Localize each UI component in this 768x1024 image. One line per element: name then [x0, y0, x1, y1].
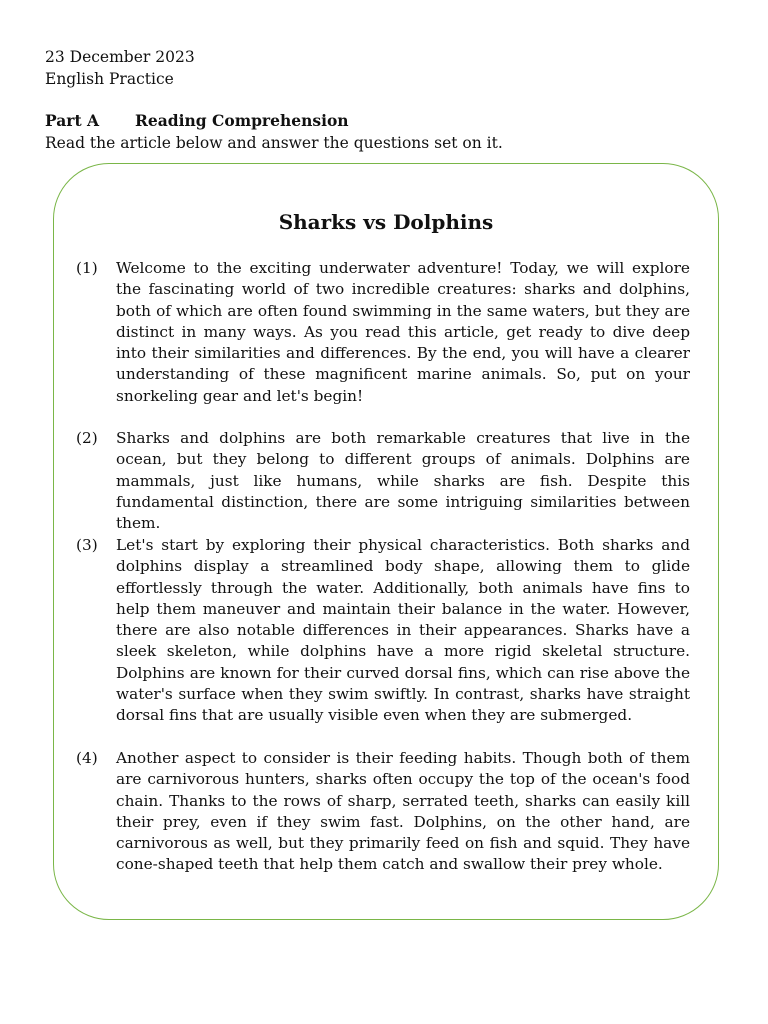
paragraph-text: Another aspect to consider is their feeding habits. Though both of them are carnivorous hunters, sharks often occupy the top of the ocean's food chain. Thanks to the rows of sharp, serrated teeth, sharks can easily kill their prey, even if they swim fast. Dolphins, on the other hand, are carnivorous as well, but they primarily feed on fish and squid. They have cone-shaped teeth that help them catch and swallow their prey whole. [116, 749, 690, 874]
document-header [45, 46, 195, 90]
article-title: Sharks vs Dolphins [278, 210, 494, 234]
document-date: 23 December 2023 [45, 48, 195, 66]
part-label: Part A [45, 111, 100, 130]
article-paragraph [76, 258, 690, 407]
paragraph-number: (4) [76, 749, 98, 767]
paragraph-number: (1) [76, 259, 98, 277]
article-paragraph [76, 428, 690, 534]
paragraph-number: (3) [76, 536, 98, 554]
section-heading [45, 110, 349, 132]
section-instruction: Read the article below and answer the questions set on it. [45, 134, 503, 152]
paragraph-text: Let's start by exploring their physical characteristics. Both sharks and dolphins display a streamlined body shape, allowing them to glide effortlessly through the water. Additionally, both animals have fins to help them maneuver and maintain their balance in the water. However, there are also notable differences in their appearances. Sharks have a sleek skeleton, while dolphins have a more rigid skeletal structure. Dolphins are known for their curved dorsal fins, which can rise above the water's surface when they swim swiftly. In contrast, sharks have straight dorsal fins that are usually visible even when they are submerged. [116, 536, 690, 725]
paragraph-text: Sharks and dolphins are both remarkable creatures that live in the ocean, but they belong to different groups of animals. Dolphins are mammals, just like humans, while sharks are fish. Despite this fundamental distinction, there are some intriguing similarities between them. [116, 429, 690, 533]
article-paragraph [76, 535, 690, 727]
section-title: Reading Comprehension [135, 111, 349, 130]
document-subject: English Practice [45, 70, 174, 88]
article-paragraph [76, 748, 690, 876]
paragraph-text: Welcome to the exciting underwater adventure! Today, we will explore the fascinating world of two incredible creatures: sharks and dolphins, both of which are often found swimming in the same waters, but they are distinct in many ways. As you read this article, get ready to dive deep into their similarities and differences. By the end, you will have a clearer understanding of these magnificent marine animals. So, put on your snorkeling gear and let's begin! [116, 259, 690, 405]
paragraph-number: (2) [76, 429, 98, 447]
